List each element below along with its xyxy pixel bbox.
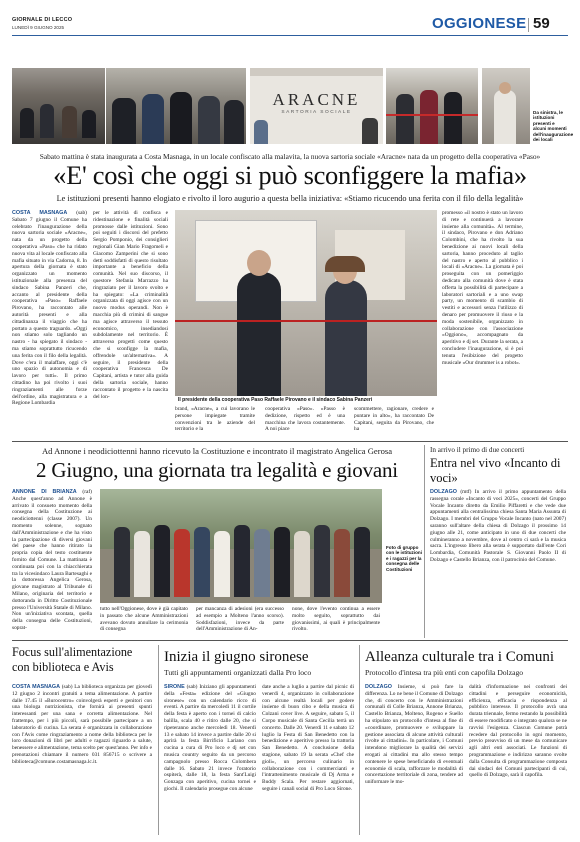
biblioteca-headline: Focus sull'alimentazione con biblioteca e Avis xyxy=(12,645,133,674)
annone-photo-caption: Foto di gruppo con le istituzioni e i ragazzi per la consegna delle Costituzioni xyxy=(386,545,422,572)
concert-kicker: In arrivo il primo di due concerti xyxy=(430,446,525,454)
photo-speakers xyxy=(106,68,246,144)
concert-body: DOLZAGO (mtf) In arrivo il primo appuntamento della rassegna corale «Incanto di voci 2025», concerti del Gruppo Vocale Incanto diretto da Emilio Piffaretti e che vede due appuntamenti alla centralissima chiesa Santa Maria Assunta di Dolzago. I membri del Gruppo Vocale Incanto (nato nel 2007) saranno sull'altare della chiesa di Dolzago il prossimo 14 giugno alle 21, come anticipato in uno di due concerti che culmineranno a novembre, dove al centro ci sarà e la musica sacra. L'ingresso libero alla serata è supportato dall'ente Cori Lombardia, Comunità Pastorale S. Giovanni Paolo II di Dolzago e Castello Brianza, con il patrocinio del Comune. xyxy=(430,489,566,563)
annone-col2: tutto nell'Oggionese, dove è già capitato in passato che alcune Amministrazioni avevano dovuto annullare la cerimonia di consegna xyxy=(100,606,188,633)
top-photos-caption: Da sinistra, le istituzioni presenti e alcuni momenti dell'inaugurazione dei locali xyxy=(533,110,574,143)
top-story-col4: cooperativa «Paso». «Passo è dedizione, rispetto ed è una macchina che lavora costantemente. A noi piace xyxy=(265,406,345,433)
aracne-sign-text: ARACNE xyxy=(272,90,361,109)
issue-date: LUNEDÌ 9 GIUGNO 2025 xyxy=(12,25,65,30)
annone-kicker: Ad Annone i neodiciottenni hanno ricevuto la Costituzione e incontrato il magistrato Angelica Gerosa xyxy=(41,446,393,456)
top-story-col1: COSTA MASNAGA (sab) Sabato 7 giugno il Comune ha celebrato l'inaugurazione della nuova sartoria sociale «Aracne», nata da un progetto della cooperativa «Paso» che ha ridato nuova vita al locale confiscato alla mafia situato in via Cadorna, 8. In apertura della giornata è stato organizzato un momento istituzionale alla presenza del sindaco Sabina Panzeri che, accanto al presidente della cooperativa «Paso» Raffaele Pirovano, ha raccontato alle autorità presenti e alla cittadinanza il viaggio che ha portato a questo traguardo. «Oggi non stiamo solo tagliando un nastro - ha spiegato il sindaco - ma stiamo soprattutto ricucendo una ferita con il filo della legalità. Dove c'era il malaffare, oggi c'è uno spazio di autonomia e di lavoro per tutti». Il primo cittadino ha poi rivolto i suoi ringraziamenti alle forze dell'ordine, alla magistratura e a Regione Lombardia xyxy=(12,210,87,407)
header-rule xyxy=(12,35,568,36)
top-story-subhead: Le istituzioni presenti hanno elogiato e rivolto il loro augurio a questa bella iniziativa: «Stiamo ricucendo una ferita con il filo della legalità» xyxy=(56,194,524,203)
photo-aracne-sign xyxy=(250,68,383,144)
photo-priest xyxy=(482,68,530,144)
vertical-divider-2 xyxy=(158,645,159,835)
top-story-col3: brand, «Aracne», a cui lavorano le persone impiegate tramite convenzioni tra le aziende del territorio e la xyxy=(175,406,255,433)
photo-audience xyxy=(12,68,105,144)
sirone-headline: Inizia il giugno sironese xyxy=(164,649,309,665)
top-story-col6: promesso «il nostro è stato un lavoro di rete e continuerà a lavorare insieme alla comunità». Al termine, il sindaco, Pirovano e don Adriano Colombini, che ha rivolto la sua benedizione ai nuovi locali della sartoria, hanno proceduto al taglio del nastro e aperto al pubblico i locali di «Aracne». La giornata è poi proseguita con un pomeriggio dedicato alla comunità dove è stata offerta la possibilità di partecipare a laboratori sartoriali e a uno swap party, un momento di scambio di vestiti e accessori senza l'utilizzo di denaro per promuovere il riuso e la moda sostenibile, organizzato in collaborazione con l'associazione «Oggiono», accompagnato da aperitivo e dj set. Durante la serata, a concludere l'inaugurazione, si è poi tenuta l'esibizione del progetto musicale «Our drummer is a robot». xyxy=(442,210,523,366)
photo-ribbon-cutting xyxy=(386,68,478,144)
annone-headline: 2 Giugno, una giornata tra legalità e giovani xyxy=(36,458,398,482)
vertical-divider-1 xyxy=(424,445,425,638)
annone-col3: per mancanza di adesioni (era successo ad esempio a Molteno l'anno scorso). Soddisfazioni, invece da parte dell'Amministrazione di An- xyxy=(196,606,284,633)
sirone-col1: SIRONE (sab) Iniziano gli appuntamenti della «Festa» edizione del «Giugno sironese» con un calendario ricco di eventi. A partire da mercoledì 11 il cortile della festa è aperto con i tornei di calcio balilla, scala 40 e ritiro dalle 20, che si ripeteranno anche mercoledì 18. Venerdì 13 e sabato 14 invece a partire dalle 20 si aprirà la festa Birrificio Lariano con cucina a cura di Pro loco e dj set con musica country seguito da un percorso campagnolo presso Rocca Colombera dalle 16. Sabato 21 invece l'oratorio ospiterà, dalle 18, la festa Sant'Luigi Gonzaga con aperitivo, cucina tornei e giochi. Il calendario prosegue con alcune xyxy=(164,684,256,792)
section-divider-2 xyxy=(12,640,568,641)
cultura-headline: Alleanza culturale tra i Comuni xyxy=(365,649,555,665)
sirone-subhead: Tutti gli appuntamenti organizzati dalla Pro loco xyxy=(164,668,312,677)
biblioteca-body: COSTA MASNAGA (sab) La biblioteca organizza per giovedì 12 giugno 2 incontri gratuiti a tema alimentazione. A partire dalle 17.45 il «Burocentro» coinvolgerà esperti e genitori con una biologa nutrizionista, che fornirà ai presenti spunti interessanti per una sana e corretta alimentazione. Nel frattempo, per i più piccoli, sarà possibile partecipare a un laboratorio di cucina. La serata è organizzata in collaborazione con l'Avis come ringraziamento a nome della biblioteca per le loro donazioni di libri per adulti e ragazzi riguardo a salute, benessere e alimentazione, tema scelto per quest'anno. Per info e prenotazioni chiamare il numero 031 856715 o scrivere a biblioteca@comune.costamasnaga.lc.it. xyxy=(12,684,152,765)
photo-president-mayor xyxy=(175,210,437,396)
vertical-divider-3 xyxy=(359,645,360,835)
paper-name: GIORNALE DI LECCO xyxy=(12,17,73,23)
cultura-subhead: Protocollo d'intesa tra più enti con capofila Dolzago xyxy=(365,668,524,677)
top-story-kicker: Sabato mattina è stata inaugurata a Costa Masnaga, in un locale confiscato alla malavita, la nuova sartoria sociale «Aracne» nata da un progetto della cooperativa «Paso» xyxy=(39,152,541,161)
sirone-col2: date anche a luglio a partire dal picnic di venerdì 4, organizzato in collaborazione con alcune realtà locali per godere insieme di buon cibo e della musica di Colzani cover live. A seguire, sabato 5, il Corpo musicale di Santa Cecilia terrà un concerto. Dalle 20. Venerdì 11 e sabato 12 luglio la Festa di San Benedetto con la benedizione e aperitivo presso la trattoria San Benedetto. A conclusione della stagione, sabato 19 la serata «Chef che gioli», un percorso culinario in collaborazione con i commercianti e l'intrattenimento musicale di Dj Arma e Buddy Scala. Per restare aggiornati, seguire i canali social di Pro Loco Sirone. xyxy=(262,684,354,792)
photo-annone-group xyxy=(100,489,382,603)
concert-headline: Entra nel vivo «Incanto di voci» xyxy=(430,456,561,485)
top-story-col2: per le attività di confisca e ridestinazione e finalità sociali promosse dalle istituzioni. Sono poi seguiti i discorsi del prefetto Sergio Pomponio, dei consiglieri regionali Gian Mario Fragomeli e Giacomo Zamperini che si sono detti soddisfatti di questo risultato importante a beneficio della comunità. Nel suo discorso, il questore Stefania Marrazzo ha ringraziato per il lavoro svolto e ha spiegato: «La criminalità organizzata di oggi agisce con un nuovo modus operandi. Non è macchia più di crimini di sangue ma agisce attraverso il tessuto economico, insediandosi subdolamente nel territorio. È attraverso progetti come questo che si sconfigge la mafia, offrendole un'alternativa». A seguire, il presidente della cooperativa Francesca De Capitani, artista e tutor alla guida della sartoria sociale, hanno raccontato il progetto e la nascita del lon- xyxy=(93,210,168,400)
photo-caption-president: Il presidente della cooperativa Paso Raffaele Pirovano e il sindaco Sabina Panzeri xyxy=(178,397,373,403)
section-divider-1 xyxy=(12,441,568,442)
cultura-col2: dalità d'informazione nei confronti dei cittadini e perseguire economicità, efficienza, efficacia e rispondenza al pubblico interesse. Il protocollo avrà una durata triennale, fermo restando la possibilità di essere modificato o integrato qualora se ne ravvisi l'esigenza. Ciascun Comune potrà recedere dal protocollo in ogni momento, previo preavviso di un mese da comunicare agli altri enti associati. Le funzioni di programmazione e indirizzo saranno svolte dalla Consulta di programmazione composta dai sindaci dei Comuni partecipanti di cui, quello di Dolzago, sarà il capofila. xyxy=(469,684,567,779)
cultura-col1: DOLZAGO Insieme, si può fare la differenza. Lo ne bene il Comune di Dolzago che, di concerto con le Amministrazioni comunali di Colle Brianza, Annone Brianza, Castello Brianza, Molteno, Rogeno e Suello ha stipulato un protocollo d'intesa al fine di «coordinare, promuovere e sviluppare la gestione associata di alcune attività culturali rivolte ai cittadini». In particolare, i Comuni intendono migliorare la qualità dei servizi erogati ai cittadini ma allo stesso tempo contenere le spese beneficiando di eventuali economie di scala, rafforzare le modalità di concertazione territoriale di zona, tendere ad uniformare le mo- xyxy=(365,684,464,786)
header-divider xyxy=(528,18,529,32)
top-story-col5: scommettere, ragionare, credere e puntare in alto», ha raccontato De Capitani, seguita da Pirovano, che ha xyxy=(354,406,434,433)
aracne-sign-sub: SARTORIA SOCIALE xyxy=(281,110,352,115)
top-story-headline: «E' così che oggi si può sconfiggere la mafia» xyxy=(53,160,527,190)
page-number: 59 xyxy=(533,15,550,32)
annone-col4: none, dove l'evento continua a essere molto seguito, soprattutto dai giovanissimi, ai quali è principalmente rivolto. xyxy=(292,606,380,633)
annone-col1: ANNONE DI BRIANZA (raf) Anche quest'anno ad Annone è arrivato il consueto momento della consegna della Costituzione ai neodiciottenni (classe 2007). Un momento solenne, sognato dall'Amministrazione e che ha visto la partecipazione di diversi giovani del paese che hanno ritirato la propria copia del testo costituente fornito dal Comune. La mattinata è continuata poi con la chiacchierata tra la vicesindaco Laura Bartesaghi e la dottoressa Angelica Gerosa, giovane magistrato al Tribunale di Milano, originaria del territorio e dottoranda in Diritto Costituzionale presso l'Università Statale di Milano. Non un'iniziativa scontata, quella della consegna delle Costituzioni, soprat- xyxy=(12,489,92,631)
section-title: OGGIONESE xyxy=(432,15,527,32)
